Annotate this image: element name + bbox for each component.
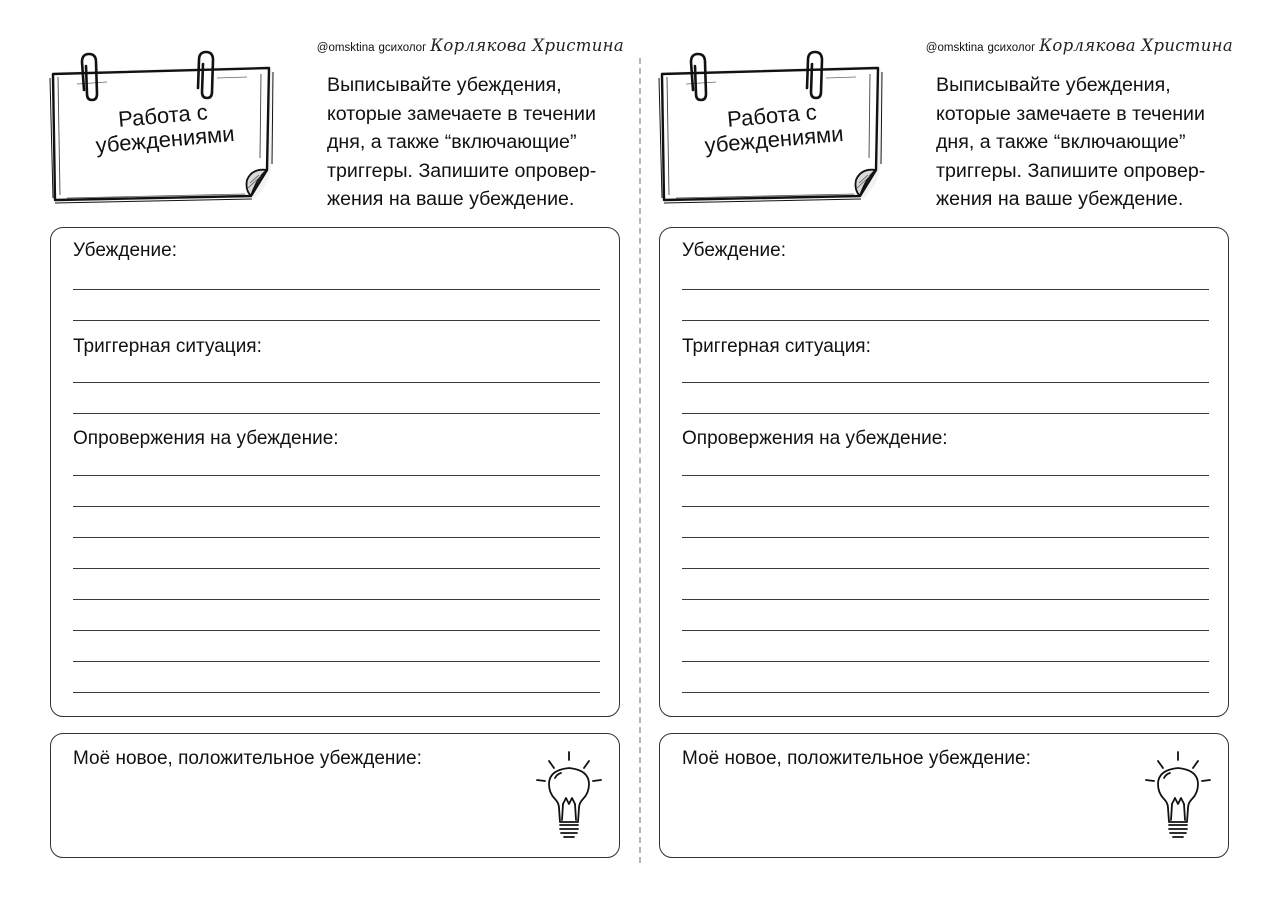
refutation-line-1[interactable]: [682, 475, 1209, 476]
worksheet-right: [656, 0, 1236, 905]
author-name: Корлякова Христина: [430, 36, 624, 55]
title-note: [656, 48, 892, 208]
instructions-text: Выписывайте убеждения, которые замечаете в течении дня, а также “включающие” триггеры. Запишите опровер- жения на ваше убеждение.: [327, 74, 597, 211]
refutation-line-8[interactable]: [682, 692, 1209, 693]
trigger-label: Триггерная ситуация:: [73, 336, 262, 357]
belief-line-2[interactable]: [73, 320, 600, 321]
note-title: Работа с убеждениями: [703, 99, 845, 158]
new-belief-label: Моё новое, положительное убеждение:: [682, 748, 1031, 769]
author-handle: @omsktina: [316, 42, 375, 54]
trigger-line-2[interactable]: [682, 413, 1209, 414]
refutation-line-6[interactable]: [682, 630, 1209, 631]
refutation-line-7[interactable]: [682, 661, 1209, 662]
note-title: Работа с убеждениями: [94, 99, 236, 158]
refutation-line-1[interactable]: [73, 475, 600, 476]
refutation-line-6[interactable]: [73, 630, 600, 631]
refutation-line-2[interactable]: [73, 506, 600, 507]
light-bulb-icon: [1138, 748, 1218, 843]
trigger-line-1[interactable]: [73, 382, 600, 383]
refutations-label: Опровержения на убеждение:: [73, 428, 339, 449]
author-title: gсихолог: [987, 42, 1036, 54]
author-name: Корлякова Христина: [1039, 36, 1233, 55]
worksheet-main-box: [659, 227, 1229, 717]
worksheet-left: [47, 0, 627, 905]
author-title: gсихолог: [378, 42, 427, 54]
new-belief-label: Моё новое, положительное убеждение:: [73, 748, 422, 769]
refutation-line-2[interactable]: [682, 506, 1209, 507]
belief-line-1[interactable]: [682, 289, 1209, 290]
worksheet-main-box: [50, 227, 620, 717]
new-belief-box[interactable]: [659, 733, 1229, 858]
refutation-line-4[interactable]: [73, 568, 600, 569]
refutation-line-3[interactable]: [73, 537, 600, 538]
trigger-label: Триггерная ситуация:: [682, 336, 871, 357]
refutation-line-8[interactable]: [73, 692, 600, 693]
author-handle: @omsktina: [925, 42, 984, 54]
new-belief-box[interactable]: [50, 733, 620, 858]
author-signature: [926, 36, 1233, 55]
trigger-line-2[interactable]: [73, 413, 600, 414]
refutation-line-3[interactable]: [682, 537, 1209, 538]
refutation-line-7[interactable]: [73, 661, 600, 662]
refutation-line-5[interactable]: [682, 599, 1209, 600]
refutations-label: Опровержения на убеждение:: [682, 428, 948, 449]
instructions-text: Выписывайте убеждения, которые замечаете в течении дня, а также “включающие” триггеры. Запишите опровер- жения на ваше убеждение.: [936, 74, 1206, 211]
light-bulb-icon: [529, 748, 609, 843]
belief-label: Убеждение:: [73, 240, 177, 261]
belief-label: Убеждение:: [682, 240, 786, 261]
belief-line-1[interactable]: [73, 289, 600, 290]
title-note: [47, 48, 283, 208]
refutation-line-5[interactable]: [73, 599, 600, 600]
author-signature: [317, 36, 624, 55]
belief-line-2[interactable]: [682, 320, 1209, 321]
cut-line: [639, 58, 641, 863]
trigger-line-1[interactable]: [682, 382, 1209, 383]
refutation-line-4[interactable]: [682, 568, 1209, 569]
